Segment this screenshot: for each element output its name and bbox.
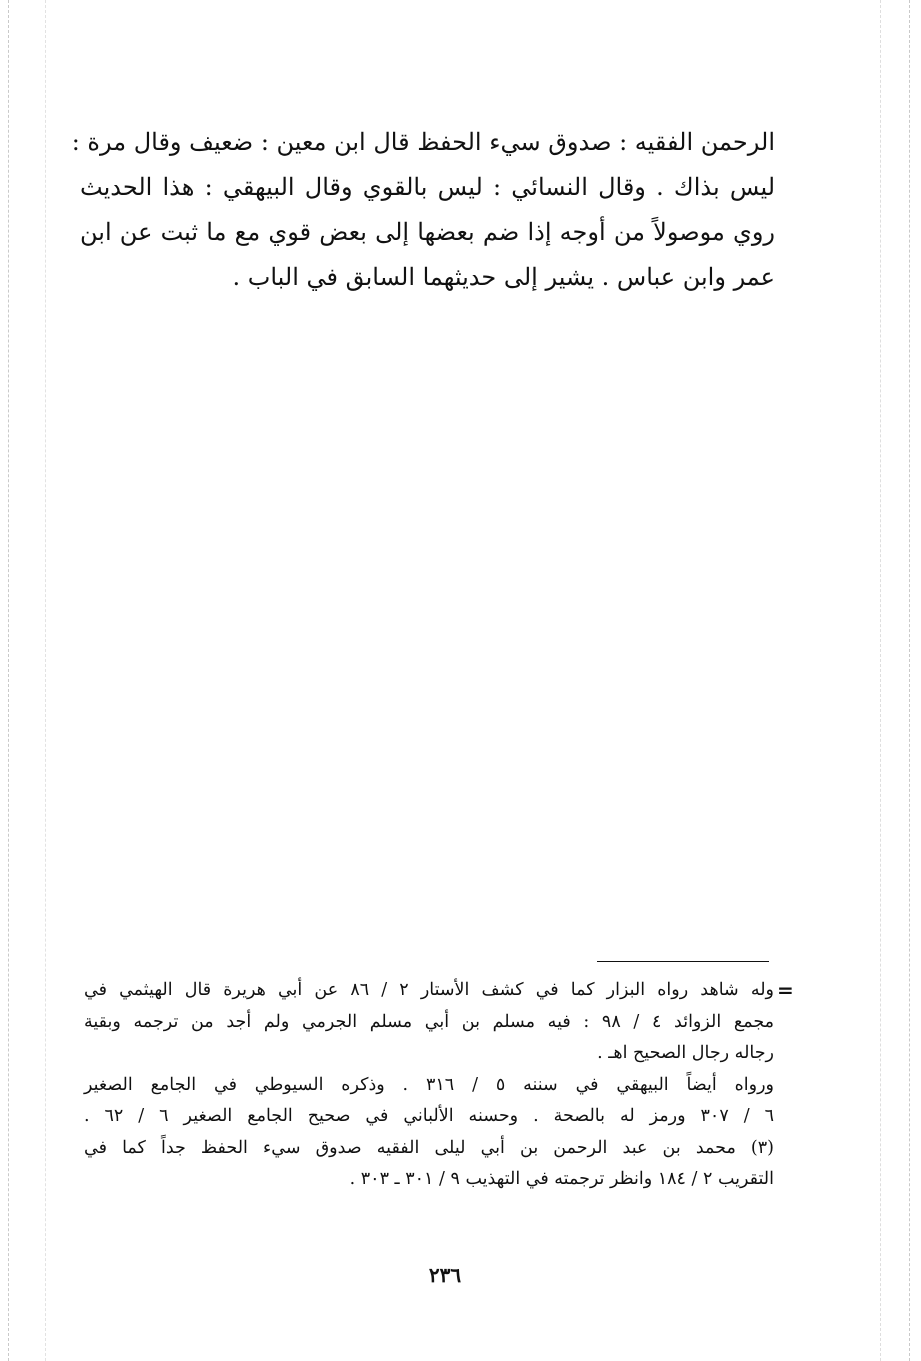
- footnotes: [84, 975, 774, 1196]
- page-number: ٢٣٦: [428, 1263, 462, 1287]
- footnote-continuation-marker: =: [777, 978, 794, 1002]
- footnote-line-1: وله شاهد رواه البزار كما في كشف الأستار ٢ / ٨٦ عن أبي هريرة قال الهيثمي في: [84, 980, 774, 1000]
- body-line-3: روي موصولاً من أوجه إذا ضم بعضها إلى بعض قوي مع ما ثبت عن ابن: [80, 218, 776, 246]
- body-line-1: الرحمن الفقيه : صدوق سيء الحفظ قال ابن معين : ضعيف وقال مرة :: [71, 128, 775, 156]
- footnote-line-7: التقريب ٢ / ١٨٤ وانظر ترجمته في التهذيب ٩ / ٣٠١ ـ ٣٠٣ .: [349, 1169, 774, 1189]
- body-line-4: عمر وابن عباس . يشير إلى حديثهما السابق في الباب .: [232, 263, 775, 291]
- body-line-2: ليس بذاك . وقال النسائي : ليس بالقوي وقال البيهقي : هذا الحديث: [80, 173, 775, 201]
- scan-edge-right-inner: [880, 0, 881, 1361]
- footnote-separator: [597, 961, 769, 962]
- footnote-line-3: رجاله رجال الصحيح اهـ .: [597, 1043, 774, 1063]
- footnote-line-5: ٦ / ٣٠٧ ورمز له بالصحة . وحسنه الألباني في صحيح الجامع الصغير ٦ / ٦٢ .: [84, 1106, 774, 1126]
- scan-edge-left-inner: [45, 0, 46, 1361]
- scan-edge-right: [909, 0, 910, 1361]
- footnote-line-4: ورواه أيضاً البيهقي في سننه ٥ / ٣١٦ . وذكره السيوطي في الجامع الصغير: [84, 1074, 774, 1095]
- footnote-line-6: (٣) محمد بن عبد الرحمن بن أبي ليلى الفقيه صدوق سيء الحفظ جداً كما في: [84, 1137, 774, 1158]
- footnote-line-2: مجمع الزوائد ٤ / ٩٨ : فيه مسلم بن أبي مسلم الجرمي ولم أجد من ترجمه وبقية: [84, 1011, 774, 1032]
- scan-edge-left: [8, 0, 9, 1361]
- main-body-text: [71, 120, 776, 300]
